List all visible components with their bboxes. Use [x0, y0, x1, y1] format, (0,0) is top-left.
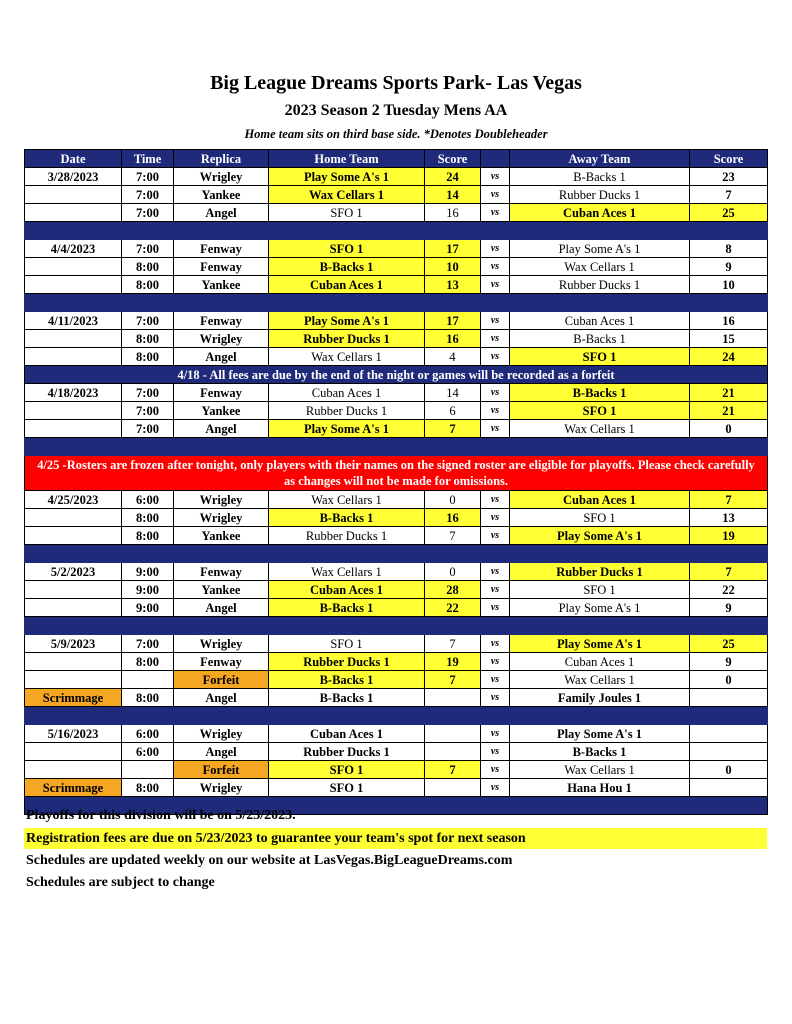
replica-cell: Yankee [174, 581, 269, 599]
away-score-cell: 7 [690, 186, 768, 204]
away-team-cell: Hana Hou 1 [510, 779, 690, 797]
vs-cell: vs [481, 204, 510, 222]
home-team-cell: Wax Cellars 1 [269, 563, 425, 581]
away-team-cell: Play Some A's 1 [510, 240, 690, 258]
vs-cell: vs [481, 653, 510, 671]
home-team-cell: SFO 1 [269, 779, 425, 797]
week-separator-cell [25, 707, 768, 725]
away-score-cell: 0 [690, 761, 768, 779]
playoffs-note: Playoffs for this division will be on 5/23/2023. [26, 808, 296, 823]
roster-notice-cell: 4/25 -Rosters are frozen after tonight, only players with their names on the signed roster are eligible for playoffs. Please check carefully as changes will not be made for omissions. [25, 456, 768, 491]
header-row [25, 150, 768, 168]
away-team-cell: Play Some A's 1 [510, 635, 690, 653]
away-team-cell: SFO 1 [510, 581, 690, 599]
away-score-cell: 9 [690, 653, 768, 671]
date-cell [25, 599, 122, 617]
replica-cell: Fenway [174, 563, 269, 581]
vs-cell: vs [481, 491, 510, 509]
home-score-cell: 6 [425, 402, 481, 420]
away-team-cell: Cuban Aces 1 [510, 204, 690, 222]
away-team-cell: Rubber Ducks 1 [510, 276, 690, 294]
time-cell: 8:00 [122, 258, 174, 276]
away-team-cell: Play Some A's 1 [510, 527, 690, 545]
home-score-cell: 7 [425, 635, 481, 653]
date-cell: 5/2/2023 [25, 563, 122, 581]
home-team-cell: Play Some A's 1 [269, 312, 425, 330]
week-separator-cell [25, 294, 768, 312]
time-cell: 8:00 [122, 509, 174, 527]
home-team-cell: B-Backs 1 [269, 509, 425, 527]
vs-cell: vs [481, 168, 510, 186]
replica-cell: Wrigley [174, 509, 269, 527]
replica-cell: Fenway [174, 312, 269, 330]
vs-cell: vs [481, 348, 510, 366]
away-team-cell: Cuban Aces 1 [510, 491, 690, 509]
home-score-cell: 17 [425, 240, 481, 258]
table-row [25, 725, 768, 743]
time-cell: 6:00 [122, 725, 174, 743]
away-team-cell: Wax Cellars 1 [510, 671, 690, 689]
table-row [25, 761, 768, 779]
week-separator [25, 707, 768, 725]
time-cell: 9:00 [122, 581, 174, 599]
home-score-cell: 0 [425, 491, 481, 509]
vs-cell: vs [481, 581, 510, 599]
time-cell: 7:00 [122, 204, 174, 222]
time-cell: 7:00 [122, 402, 174, 420]
col-time: Time [122, 150, 174, 168]
home-score-cell: 14 [425, 384, 481, 402]
home-team-cell: Wax Cellars 1 [269, 491, 425, 509]
home-score-cell: 17 [425, 312, 481, 330]
col-away-score: Score [690, 150, 768, 168]
away-score-cell: 0 [690, 420, 768, 438]
home-team-cell: Cuban Aces 1 [269, 276, 425, 294]
home-score-cell: 4 [425, 348, 481, 366]
replica-cell: Yankee [174, 402, 269, 420]
away-score-cell: 16 [690, 312, 768, 330]
away-team-cell: B-Backs 1 [510, 168, 690, 186]
date-cell: 3/28/2023 [25, 168, 122, 186]
time-cell: 8:00 [122, 653, 174, 671]
home-score-cell: 7 [425, 527, 481, 545]
week-separator [25, 545, 768, 563]
vs-cell: vs [481, 635, 510, 653]
replica-cell: Wrigley [174, 330, 269, 348]
time-cell: 8:00 [122, 689, 174, 707]
home-score-cell [425, 725, 481, 743]
home-team-cell: Rubber Ducks 1 [269, 330, 425, 348]
date-cell: 4/11/2023 [25, 312, 122, 330]
home-team-cell: SFO 1 [269, 240, 425, 258]
replica-cell: Fenway [174, 258, 269, 276]
replica-cell: Angel [174, 689, 269, 707]
date-cell [25, 581, 122, 599]
replica-cell: Yankee [174, 186, 269, 204]
time-cell: 9:00 [122, 563, 174, 581]
date-cell: Scrimmage [25, 689, 122, 707]
roster-notice [25, 456, 768, 491]
time-cell: 8:00 [122, 276, 174, 294]
home-team-cell: SFO 1 [269, 761, 425, 779]
home-team-cell: Rubber Ducks 1 [269, 653, 425, 671]
time-cell: 9:00 [122, 599, 174, 617]
table-row [25, 491, 768, 509]
week-separator [25, 222, 768, 240]
vs-cell: vs [481, 420, 510, 438]
home-score-cell: 0 [425, 563, 481, 581]
date-cell [25, 330, 122, 348]
date-cell [25, 276, 122, 294]
replica-cell: Wrigley [174, 635, 269, 653]
replica-cell: Wrigley [174, 491, 269, 509]
away-score-cell: 8 [690, 240, 768, 258]
fee-notice-cell: 4/18 - All fees are due by the end of the night or games will be recorded as a forfeit [25, 366, 768, 384]
col-home-score: Score [425, 150, 481, 168]
home-team-cell: SFO 1 [269, 204, 425, 222]
registration-note: Registration fees are due on 5/23/2023 to guarantee your team's spot for next season [24, 828, 767, 849]
home-score-cell: 16 [425, 330, 481, 348]
home-score-cell: 19 [425, 653, 481, 671]
replica-cell: Fenway [174, 240, 269, 258]
date-cell [25, 258, 122, 276]
home-team-cell: SFO 1 [269, 635, 425, 653]
home-score-cell: 7 [425, 420, 481, 438]
home-team-cell: Play Some A's 1 [269, 420, 425, 438]
vs-cell: vs [481, 761, 510, 779]
replica-cell: Angel [174, 204, 269, 222]
away-team-cell: Rubber Ducks 1 [510, 186, 690, 204]
vs-cell: vs [481, 186, 510, 204]
table-row [25, 599, 768, 617]
date-cell [25, 653, 122, 671]
table-row [25, 330, 768, 348]
date-cell [25, 348, 122, 366]
schedule-body [25, 168, 768, 815]
home-score-cell: 7 [425, 761, 481, 779]
home-score-cell: 16 [425, 509, 481, 527]
date-cell [25, 402, 122, 420]
table-row [25, 779, 768, 797]
away-score-cell [690, 779, 768, 797]
week-separator-cell [25, 222, 768, 240]
time-cell: 8:00 [122, 779, 174, 797]
away-score-cell: 10 [690, 276, 768, 294]
table-row [25, 689, 768, 707]
table-row [25, 384, 768, 402]
vs-cell: vs [481, 509, 510, 527]
date-cell: 5/9/2023 [25, 635, 122, 653]
date-cell [25, 671, 122, 689]
vs-cell: vs [481, 599, 510, 617]
page-title: Big League Dreams Sports Park- Las Vegas [210, 72, 582, 94]
replica-cell: Wrigley [174, 168, 269, 186]
home-team-cell: Rubber Ducks 1 [269, 743, 425, 761]
vs-cell: vs [481, 743, 510, 761]
time-cell: 7:00 [122, 420, 174, 438]
time-cell: 7:00 [122, 312, 174, 330]
date-cell: Scrimmage [25, 779, 122, 797]
home-team-cell: Wax Cellars 1 [269, 348, 425, 366]
away-team-cell: Play Some A's 1 [510, 725, 690, 743]
table-row [25, 348, 768, 366]
home-team-cell: Play Some A's 1 [269, 168, 425, 186]
date-cell [25, 186, 122, 204]
replica-cell: Fenway [174, 384, 269, 402]
home-team-cell: Cuban Aces 1 [269, 384, 425, 402]
date-cell [25, 204, 122, 222]
replica-cell: Angel [174, 348, 269, 366]
col-date: Date [25, 150, 122, 168]
away-score-cell: 15 [690, 330, 768, 348]
date-cell: 4/4/2023 [25, 240, 122, 258]
home-score-cell [425, 779, 481, 797]
away-team-cell: Wax Cellars 1 [510, 420, 690, 438]
away-score-cell: 25 [690, 635, 768, 653]
vs-cell: vs [481, 402, 510, 420]
table-row [25, 258, 768, 276]
page-note: Home team sits on third base side. *Denotes Doubleheader [244, 127, 548, 141]
home-score-cell: 10 [425, 258, 481, 276]
col-away-team: Away Team [510, 150, 690, 168]
date-cell: 4/25/2023 [25, 491, 122, 509]
vs-cell: vs [481, 276, 510, 294]
time-cell: 7:00 [122, 186, 174, 204]
away-team-cell: B-Backs 1 [510, 743, 690, 761]
time-cell [122, 761, 174, 779]
away-score-cell: 24 [690, 348, 768, 366]
home-score-cell: 28 [425, 581, 481, 599]
away-team-cell: SFO 1 [510, 509, 690, 527]
away-team-cell: Cuban Aces 1 [510, 312, 690, 330]
table-row [25, 402, 768, 420]
table-row [25, 653, 768, 671]
away-score-cell: 21 [690, 384, 768, 402]
home-score-cell [425, 743, 481, 761]
date-cell [25, 527, 122, 545]
home-team-cell: B-Backs 1 [269, 671, 425, 689]
table-row [25, 527, 768, 545]
schedule-table [24, 149, 768, 815]
home-team-cell: Rubber Ducks 1 [269, 527, 425, 545]
table-row [25, 743, 768, 761]
week-separator [25, 294, 768, 312]
home-score-cell: 13 [425, 276, 481, 294]
away-team-cell: Cuban Aces 1 [510, 653, 690, 671]
time-cell [122, 671, 174, 689]
away-score-cell [690, 725, 768, 743]
vs-cell: vs [481, 384, 510, 402]
page-subtitle: 2023 Season 2 Tuesday Mens AA [284, 102, 508, 119]
time-cell: 7:00 [122, 240, 174, 258]
vs-cell: vs [481, 689, 510, 707]
home-team-cell: B-Backs 1 [269, 689, 425, 707]
replica-cell: Yankee [174, 276, 269, 294]
date-cell [25, 420, 122, 438]
away-team-cell: B-Backs 1 [510, 384, 690, 402]
away-score-cell: 23 [690, 168, 768, 186]
table-row [25, 420, 768, 438]
away-team-cell: Wax Cellars 1 [510, 761, 690, 779]
vs-cell: vs [481, 563, 510, 581]
date-cell: 5/16/2023 [25, 725, 122, 743]
away-score-cell: 21 [690, 402, 768, 420]
away-team-cell: Rubber Ducks 1 [510, 563, 690, 581]
table-row [25, 204, 768, 222]
replica-cell: Wrigley [174, 779, 269, 797]
time-cell: 7:00 [122, 635, 174, 653]
home-team-cell: Wax Cellars 1 [269, 186, 425, 204]
col-vs [481, 150, 510, 168]
table-row [25, 186, 768, 204]
table-row [25, 581, 768, 599]
replica-cell: Angel [174, 420, 269, 438]
away-team-cell: B-Backs 1 [510, 330, 690, 348]
time-cell: 6:00 [122, 743, 174, 761]
fee-notice [25, 366, 768, 384]
table-row [25, 563, 768, 581]
week-separator [25, 438, 768, 456]
vs-cell: vs [481, 330, 510, 348]
away-score-cell: 7 [690, 491, 768, 509]
replica-cell: Angel [174, 599, 269, 617]
home-score-cell: 24 [425, 168, 481, 186]
away-score-cell: 19 [690, 527, 768, 545]
table-row [25, 671, 768, 689]
away-score-cell: 9 [690, 599, 768, 617]
home-score-cell: 7 [425, 671, 481, 689]
home-score-cell [425, 689, 481, 707]
col-replica: Replica [174, 150, 269, 168]
home-score-cell: 22 [425, 599, 481, 617]
away-score-cell: 25 [690, 204, 768, 222]
home-score-cell: 14 [425, 186, 481, 204]
week-separator [25, 617, 768, 635]
home-team-cell: B-Backs 1 [269, 258, 425, 276]
home-team-cell: Cuban Aces 1 [269, 725, 425, 743]
vs-cell: vs [481, 725, 510, 743]
website-note: Schedules are updated weekly on our website at LasVegas.BigLeagueDreams.com [26, 853, 513, 868]
col-home-team: Home Team [269, 150, 425, 168]
vs-cell: vs [481, 779, 510, 797]
date-cell: 4/18/2023 [25, 384, 122, 402]
away-score-cell [690, 689, 768, 707]
home-team-cell: Rubber Ducks 1 [269, 402, 425, 420]
away-team-cell: Family Joules 1 [510, 689, 690, 707]
away-team-cell: Wax Cellars 1 [510, 258, 690, 276]
home-score-cell: 16 [425, 204, 481, 222]
table-row [25, 635, 768, 653]
away-score-cell: 13 [690, 509, 768, 527]
date-cell [25, 509, 122, 527]
time-cell: 6:00 [122, 491, 174, 509]
date-cell [25, 761, 122, 779]
home-team-cell: B-Backs 1 [269, 599, 425, 617]
table-row [25, 312, 768, 330]
vs-cell: vs [481, 258, 510, 276]
away-score-cell [690, 743, 768, 761]
time-cell: 7:00 [122, 168, 174, 186]
away-team-cell: SFO 1 [510, 402, 690, 420]
time-cell: 8:00 [122, 348, 174, 366]
replica-cell: Wrigley [174, 725, 269, 743]
replica-cell: Angel [174, 743, 269, 761]
away-team-cell: SFO 1 [510, 348, 690, 366]
vs-cell: vs [481, 527, 510, 545]
change-note: Schedules are subject to change [26, 875, 215, 890]
replica-cell: Fenway [174, 653, 269, 671]
week-separator-cell [25, 438, 768, 456]
replica-cell: Forfeit [174, 761, 269, 779]
away-score-cell: 7 [690, 563, 768, 581]
away-team-cell: Play Some A's 1 [510, 599, 690, 617]
date-cell [25, 743, 122, 761]
table-row [25, 509, 768, 527]
week-separator-cell [25, 545, 768, 563]
week-separator-cell [25, 617, 768, 635]
time-cell: 7:00 [122, 384, 174, 402]
home-team-cell: Cuban Aces 1 [269, 581, 425, 599]
table-row [25, 168, 768, 186]
replica-cell: Forfeit [174, 671, 269, 689]
vs-cell: vs [481, 671, 510, 689]
time-cell: 8:00 [122, 527, 174, 545]
table-row [25, 240, 768, 258]
away-score-cell: 0 [690, 671, 768, 689]
away-score-cell: 22 [690, 581, 768, 599]
vs-cell: vs [481, 240, 510, 258]
time-cell: 8:00 [122, 330, 174, 348]
table-row [25, 276, 768, 294]
replica-cell: Yankee [174, 527, 269, 545]
away-score-cell: 9 [690, 258, 768, 276]
vs-cell: vs [481, 312, 510, 330]
